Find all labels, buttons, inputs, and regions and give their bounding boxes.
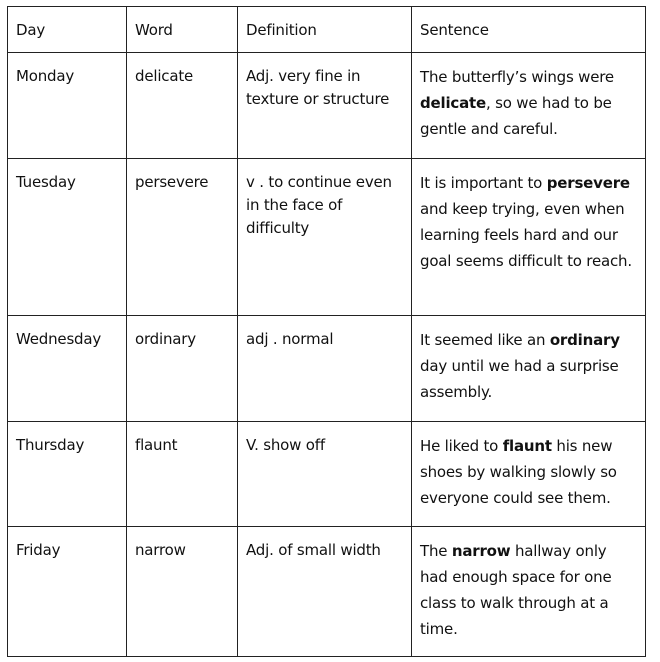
sentence-text: The — [420, 542, 452, 560]
day-cell: Wednesday — [8, 316, 127, 422]
sentence-cell — [412, 527, 646, 657]
sentence-cell — [412, 316, 646, 422]
vocabulary-table — [7, 6, 646, 657]
word-cell: narrow — [127, 527, 238, 657]
header-day: Day — [8, 7, 127, 53]
table-row — [8, 159, 646, 316]
sentence-cell — [412, 159, 646, 316]
table-row — [8, 53, 646, 159]
table-row — [8, 316, 646, 422]
header-row — [8, 7, 646, 53]
sentence-keyword: narrow — [451, 542, 511, 560]
sentence-text: hallway only had enough space for one class to walk through at a time. — [420, 542, 612, 638]
sentence-cell — [412, 53, 646, 159]
table-row — [8, 422, 646, 527]
word-cell: persevere — [127, 159, 238, 316]
definition-cell: Adj. very fine in texture or structure — [238, 53, 412, 159]
word-cell: ordinary — [127, 316, 238, 422]
day-cell: Friday — [8, 527, 127, 657]
definition-cell: adj . normal — [238, 316, 412, 422]
sentence-text: He liked to — [420, 437, 503, 455]
sentence-text: The butterfly’s wings were — [420, 68, 614, 86]
definition-cell: V. show off — [238, 422, 412, 527]
sentence-cell — [412, 422, 646, 527]
sentence-text: , so we had to be gentle and careful. — [420, 94, 612, 138]
sentence-keyword: ordinary — [549, 331, 620, 349]
header-word: Word — [127, 7, 238, 53]
sentence-text: It is important to — [420, 174, 547, 192]
definition-cell: Adj. of small width — [238, 527, 412, 657]
sentence-text: his new shoes by walking slowly so everyone could see them. — [420, 437, 617, 507]
sentence-text: It seemed like an — [420, 331, 550, 349]
word-cell: flaunt — [127, 422, 238, 527]
day-cell: Thursday — [8, 422, 127, 527]
sentence-text: and keep trying, even when learning feels hard and our goal seems difficult to reach. — [420, 200, 632, 270]
sentence-keyword: flaunt — [502, 437, 552, 455]
sentence-text: day until we had a surprise assembly. — [420, 357, 619, 401]
header-sentence: Sentence — [412, 7, 646, 53]
day-cell: Tuesday — [8, 159, 127, 316]
table-row — [8, 527, 646, 657]
definition-cell: v . to continue even in the face of difficulty — [238, 159, 412, 316]
header-definition: Definition — [238, 7, 412, 53]
word-cell: delicate — [127, 53, 238, 159]
sentence-keyword: persevere — [546, 174, 630, 192]
day-cell: Monday — [8, 53, 127, 159]
sentence-keyword: delicate — [420, 94, 486, 112]
